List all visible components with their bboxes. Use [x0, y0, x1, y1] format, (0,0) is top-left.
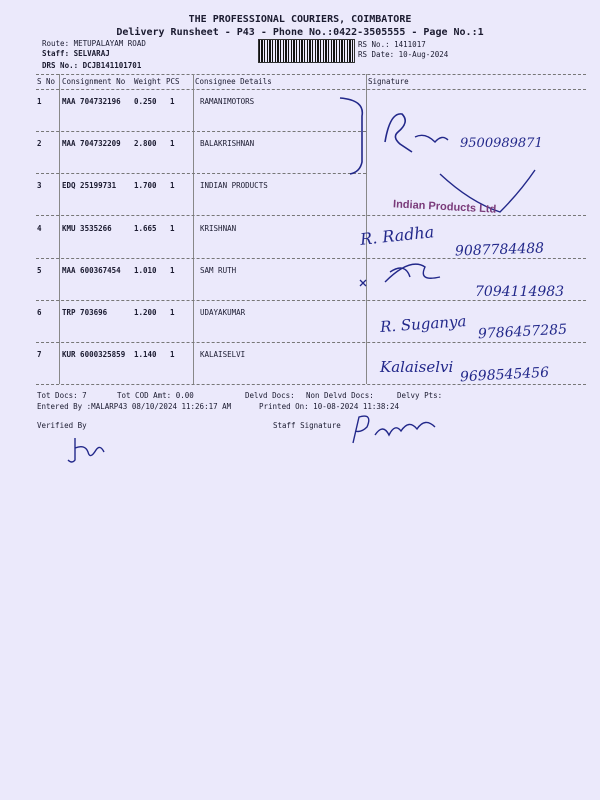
verified-by-label: Verified By	[37, 421, 87, 430]
staff-signature	[345, 405, 465, 450]
col-sno: S No	[37, 77, 56, 86]
row-weight: 0.250	[134, 97, 157, 106]
handwritten-signature: Kalaiselvi	[380, 358, 454, 376]
verifier-signature	[60, 430, 160, 470]
row-pcs: 1	[170, 350, 175, 359]
row-sno: 5	[37, 266, 42, 275]
rs-date: RS Date: 10-Aug-2024	[358, 50, 449, 59]
handwritten-signature: R. Suganya	[379, 312, 467, 336]
mark-stroke	[360, 280, 366, 286]
row-weight: 1.200	[134, 308, 157, 317]
drs-number: DRS No.: DCJB141101701	[42, 61, 142, 70]
row-consignment: MAA 704732196	[62, 97, 121, 106]
col-weight: Weight	[134, 77, 162, 86]
runsheet-subtitle: Delivery Runsheet - P43 - Phone No.:0422-3505555 - Page No.:1	[116, 27, 484, 38]
handwritten-phone: 9786457285	[477, 321, 568, 343]
signature-stroke	[385, 264, 440, 282]
entered-by: Entered By :MALARP43 08/10/2024 11:26:17 AM	[37, 402, 232, 411]
row-rule	[36, 131, 366, 132]
handwritten-phone: 7094114983	[475, 284, 565, 300]
header-rule-top	[36, 74, 586, 75]
staff-label: Staff: SELVARAJ	[42, 49, 110, 58]
signature-stroke	[385, 114, 412, 152]
row-pcs: 1	[170, 181, 175, 190]
row-pcs: 1	[170, 224, 175, 233]
handwritten-signature: R. Radha	[359, 222, 436, 249]
col-consignment: Consignment No	[62, 77, 126, 86]
delivered-docs: Delvd Docs:	[245, 391, 295, 400]
total-docs: Tot Docs: 7	[37, 391, 87, 400]
row-consignment: MAA 600367454	[62, 266, 121, 275]
row-weight: 1.700	[134, 181, 157, 190]
row-consignment: MAA 704732209	[62, 139, 121, 148]
row-pcs: 1	[170, 97, 175, 106]
col-divider	[59, 74, 60, 384]
row-rule	[36, 173, 366, 174]
row-weight: 1.140	[134, 350, 157, 359]
row-consignment: KUR 6000325859	[62, 350, 126, 359]
row-sno: 3	[37, 181, 42, 190]
staff-signature-label: Staff Signature	[273, 421, 341, 430]
header-rule-bottom	[36, 89, 586, 90]
brace-stroke	[340, 98, 362, 174]
handwritten-phone: 9087784488	[454, 240, 545, 260]
barcode	[258, 39, 355, 63]
row-consignee: UDAYAKUMAR	[200, 308, 246, 317]
company-stamp: Indian Products Ltd	[392, 198, 497, 216]
col-pcs: PCS	[166, 77, 180, 86]
col-divider	[193, 74, 194, 384]
row-consignee: KRISHNAN	[200, 224, 237, 233]
row-consignee: INDIAN PRODUCTS	[200, 181, 268, 190]
row-consignment: TRP 703696	[62, 308, 108, 317]
row-sno: 4	[37, 224, 42, 233]
row-consignee: RAMANIMOTORS	[200, 97, 255, 106]
row-consignment: KMU 3535266	[62, 224, 112, 233]
row-sno: 2	[37, 139, 42, 148]
rs-number: RS No.: 1411017	[358, 40, 426, 49]
non-delivered-docs: Non Delvd Docs:	[306, 391, 374, 400]
row-weight: 1.665	[134, 224, 157, 233]
total-cod: Tot COD Amt: 0.00	[117, 391, 194, 400]
row-consignee: BALAKRISHNAN	[200, 139, 255, 148]
row-pcs: 1	[170, 139, 175, 148]
row-pcs: 1	[170, 266, 175, 275]
row-consignee: KALAISELVI	[200, 350, 246, 359]
company-title: THE PROFESSIONAL COURIERS, COIMBATORE	[188, 14, 412, 25]
signature-stroke	[415, 135, 448, 142]
row-consignment: EDQ 25199731	[62, 181, 117, 190]
handwritten-phone: 9698545456	[459, 364, 550, 386]
row-weight: 2.800	[134, 139, 157, 148]
col-consignee: Consignee Details	[195, 77, 272, 86]
row-sno: 6	[37, 308, 42, 317]
route-label: Route: METUPALAYAM ROAD	[42, 39, 146, 48]
row-consignee: SAM RUTH	[200, 266, 237, 275]
handwritten-phone: 9500989871	[460, 136, 543, 151]
row-sno: 1	[37, 97, 42, 106]
col-signature: Signature	[368, 77, 409, 86]
printed-on: Printed On: 10-08-2024 11:38:24	[259, 402, 399, 411]
row-weight: 1.010	[134, 266, 157, 275]
delivery-points: Delvy Pts:	[397, 391, 443, 400]
row-pcs: 1	[170, 308, 175, 317]
row-sno: 7	[37, 350, 42, 359]
